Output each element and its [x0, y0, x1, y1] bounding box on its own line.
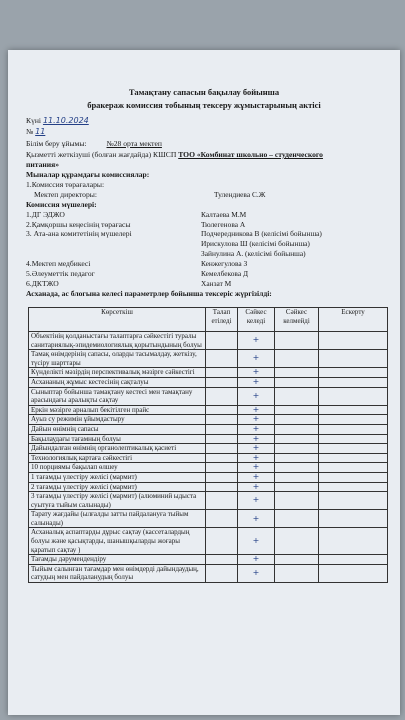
note-cell [319, 415, 388, 425]
noncompliant-cell [275, 528, 319, 555]
member-2-org: 2.Қамқоршы кеңесінің төрағасы [26, 220, 131, 229]
compliant-mark: + [238, 453, 275, 463]
indicator-cell: 1 тағамды үлестіру желісі (мармит) [29, 472, 206, 482]
indicator-cell: Тағамды дәрумендендіру [29, 555, 206, 565]
table-row [29, 387, 388, 405]
org-label: Білім беру ұйымы: [26, 139, 87, 148]
commission-heading: Мыналар құрамдағы комиссиялар: [26, 170, 150, 179]
noncompliant-cell [275, 463, 319, 473]
requirement-cell [206, 332, 238, 350]
table-row [29, 332, 388, 350]
note-cell [319, 472, 388, 482]
compliant-mark: + [238, 463, 275, 473]
indicator-cell: 3 тағамды үлестіру желісі (мармит) (алюминий ыдыста суытуға тыйым салынады) [29, 492, 206, 510]
note-cell [319, 387, 388, 405]
compliant-mark: + [238, 482, 275, 492]
compliant-mark: + [238, 434, 275, 444]
indicator-cell: Объектінің қолданыстағы талаптарға сәйкестігі туралы санитариялық-эпидемиологиялық қорытындының болуы [29, 332, 206, 350]
requirement-cell [206, 528, 238, 555]
indicator-cell: 2 тағамды үлестіру желісі (мармит) [29, 482, 206, 492]
table-row [29, 405, 388, 415]
note-cell [319, 444, 388, 454]
doc-title-line2: бракераж комиссия тобының тексеру жұмыстарының актісі [87, 100, 321, 110]
table-row [29, 434, 388, 444]
table-row [29, 453, 388, 463]
member-4-name: Ирискулова Ш (келісімі бойынша) [201, 239, 310, 248]
noncompliant-cell [275, 415, 319, 425]
requirement-cell [206, 453, 238, 463]
noncompliant-cell [275, 472, 319, 482]
requirement-cell [206, 387, 238, 405]
table-row [29, 492, 388, 510]
member-6-org: 4.Мектеп медбикесі [26, 259, 91, 268]
provider-label: Қызметті жеткізуші (болған жағдайда) КШСП [26, 150, 179, 159]
member-7-name: Кемелбекова Д [201, 269, 248, 278]
org-row [26, 139, 162, 148]
note-cell [319, 350, 388, 368]
member-8-name: Ханзат М [201, 279, 232, 288]
compliant-mark: + [238, 387, 275, 405]
indicator-cell: Тарату жағдайы (ылғалды затты пайдалануға тыйым салынады) [29, 510, 206, 528]
indicator-cell: Дайындалған өнімнің органолептикалық қасиеті [29, 444, 206, 454]
col-indicator: Көрсеткіш [29, 308, 206, 332]
requirement-cell [206, 463, 238, 473]
note-cell [319, 332, 388, 350]
indicator-cell: Ауыз су режимін ұйымдастыру [29, 415, 206, 425]
noncompliant-cell [275, 350, 319, 368]
note-cell [319, 368, 388, 378]
provider-value: ТОО «Комбинат школьно – студенческого [178, 150, 323, 159]
member-7-org: 5.Әлеуметтік педагог [26, 269, 95, 278]
note-cell [319, 463, 388, 473]
note-cell [319, 482, 388, 492]
noncompliant-cell [275, 405, 319, 415]
requirement-cell [206, 405, 238, 415]
noncompliant-cell [275, 424, 319, 434]
noncompliant-cell [275, 482, 319, 492]
table-row [29, 415, 388, 425]
date-value: 11.10.2024 [42, 116, 89, 125]
table-row [29, 350, 388, 368]
note-cell [319, 510, 388, 528]
noncompliant-cell [275, 492, 319, 510]
indicator-cell: Технологиялық картаға сәйкестігі [29, 453, 206, 463]
date-label: Күні [26, 116, 42, 125]
requirement-cell [206, 492, 238, 510]
requirement-cell [206, 368, 238, 378]
provider-cont: питания» [26, 160, 60, 169]
indicator-cell: Еркін мәзірге арналып бекітілген прайс [29, 405, 206, 415]
col-requirement: Талап етіледі [206, 308, 238, 332]
date-row [26, 116, 89, 125]
table-row [29, 555, 388, 565]
note-cell [319, 528, 388, 555]
note-cell [319, 424, 388, 434]
table-row [29, 463, 388, 473]
note-cell [319, 564, 388, 582]
table-row [29, 444, 388, 454]
table-row [29, 510, 388, 528]
member-3-org: 3. Ата-ана комитетінің мүшелері [26, 229, 132, 238]
document-sheet [8, 50, 400, 715]
member-2-name: Тюлегенова А [201, 220, 246, 229]
note-cell [319, 405, 388, 415]
member-1-org: 1.ДГ ЭДЖО [26, 210, 65, 219]
org-value: №28 орта мектеп [106, 139, 162, 148]
director-name: Тулендиева С.Ж [214, 190, 266, 199]
member-8-org: 6.ДКТЖО [26, 279, 59, 288]
noncompliant-cell [275, 434, 319, 444]
compliant-mark: + [238, 368, 275, 378]
compliant-mark: + [238, 444, 275, 454]
table-row [29, 368, 388, 378]
compliant-mark: + [238, 472, 275, 482]
requirement-cell [206, 472, 238, 482]
director-label: Мектеп директоры: [34, 190, 97, 199]
requirement-cell [206, 434, 238, 444]
inspection-table [28, 307, 388, 583]
compliant-mark: + [238, 405, 275, 415]
members-heading: Комиссия мүшелері: [26, 200, 97, 209]
requirement-cell [206, 564, 238, 582]
indicator-cell: Тамақ өнімдерінің сапасы, оларды тасымалдау, жеткізу, түсіру шарттары [29, 350, 206, 368]
indicator-cell: Күнделікті мәзірдің перспективалық мәзірге сәйкестігі [29, 368, 206, 378]
compliant-mark: + [238, 510, 275, 528]
table-row [29, 528, 388, 555]
compliant-mark: + [238, 377, 275, 387]
requirement-cell [206, 415, 238, 425]
requirement-cell [206, 510, 238, 528]
requirement-cell [206, 350, 238, 368]
requirement-cell [206, 482, 238, 492]
note-cell [319, 555, 388, 565]
table-row [29, 482, 388, 492]
noncompliant-cell [275, 564, 319, 582]
number-row [26, 127, 45, 136]
note-cell [319, 434, 388, 444]
compliant-mark: + [238, 555, 275, 565]
indicator-cell: Сыныптар бойынша тамақтану кестесі мен тамақтану арасындағы аралықты сақтау [29, 387, 206, 405]
compliant-mark: + [238, 492, 275, 510]
col-noncompliant: Сәйкес келмейді [275, 308, 319, 332]
indicator-cell: Асханалық аспаптарды дұрыс сақтау (кассеталардың болуы және қасықтарды, шанышқыларды жоғары қаратып сақтау ) [29, 528, 206, 555]
table-row [29, 564, 388, 582]
member-3-name: Подчередникова В (келісімі бойынша) [201, 229, 322, 238]
chairs-label: 1.Комиссия төрағалары: [26, 180, 105, 189]
noncompliant-cell [275, 368, 319, 378]
indicator-cell: Асхананың жұмыс кестесінің сақталуы [29, 377, 206, 387]
noncompliant-cell [275, 453, 319, 463]
number-label: № [26, 127, 34, 136]
col-compliant: Сәйкес келеді [238, 308, 275, 332]
noncompliant-cell [275, 332, 319, 350]
doc-title-line1: Тамақтану сапасын бақылау бойынша [128, 87, 280, 97]
compliant-mark: + [238, 415, 275, 425]
note-cell [319, 453, 388, 463]
indicator-cell: Дайын өнімнің сапасы [29, 424, 206, 434]
noncompliant-cell [275, 555, 319, 565]
indicator-cell: 10 порциямы бақылап өлшеу [29, 463, 206, 473]
requirement-cell [206, 424, 238, 434]
provider-row [26, 150, 323, 159]
requirement-cell [206, 555, 238, 565]
compliant-mark: + [238, 350, 275, 368]
noncompliant-cell [275, 444, 319, 454]
requirement-cell [206, 377, 238, 387]
member-6-name: Кенжегулова З [201, 259, 248, 268]
noncompliant-cell [275, 377, 319, 387]
indicator-cell: Бақылаудағы тағамның болуы [29, 434, 206, 444]
params-heading: Асханада, ас блогына келесі параметрлер бойынша тексеріс жүргізілді: [26, 289, 272, 298]
member-1-name: Калтаева М.М [201, 210, 247, 219]
note-cell [319, 492, 388, 510]
compliant-mark: + [238, 528, 275, 555]
compliant-mark: + [238, 564, 275, 582]
indicator-cell: Тыйым салынған тағамдар мен өнімдерді дайындаудың, сатудың мен пайдаланудың болуы [29, 564, 206, 582]
compliant-mark: + [238, 424, 275, 434]
table-row [29, 377, 388, 387]
table-header-row [29, 308, 388, 332]
number-value: 11 [35, 127, 46, 136]
note-cell [319, 377, 388, 387]
table-row [29, 424, 388, 434]
requirement-cell [206, 444, 238, 454]
member-5-name: Зайнулина А. (келісімі бойынша) [201, 249, 306, 258]
noncompliant-cell [275, 510, 319, 528]
table-row [29, 472, 388, 482]
noncompliant-cell [275, 387, 319, 405]
col-note: Ескерту [319, 308, 388, 332]
compliant-mark: + [238, 332, 275, 350]
